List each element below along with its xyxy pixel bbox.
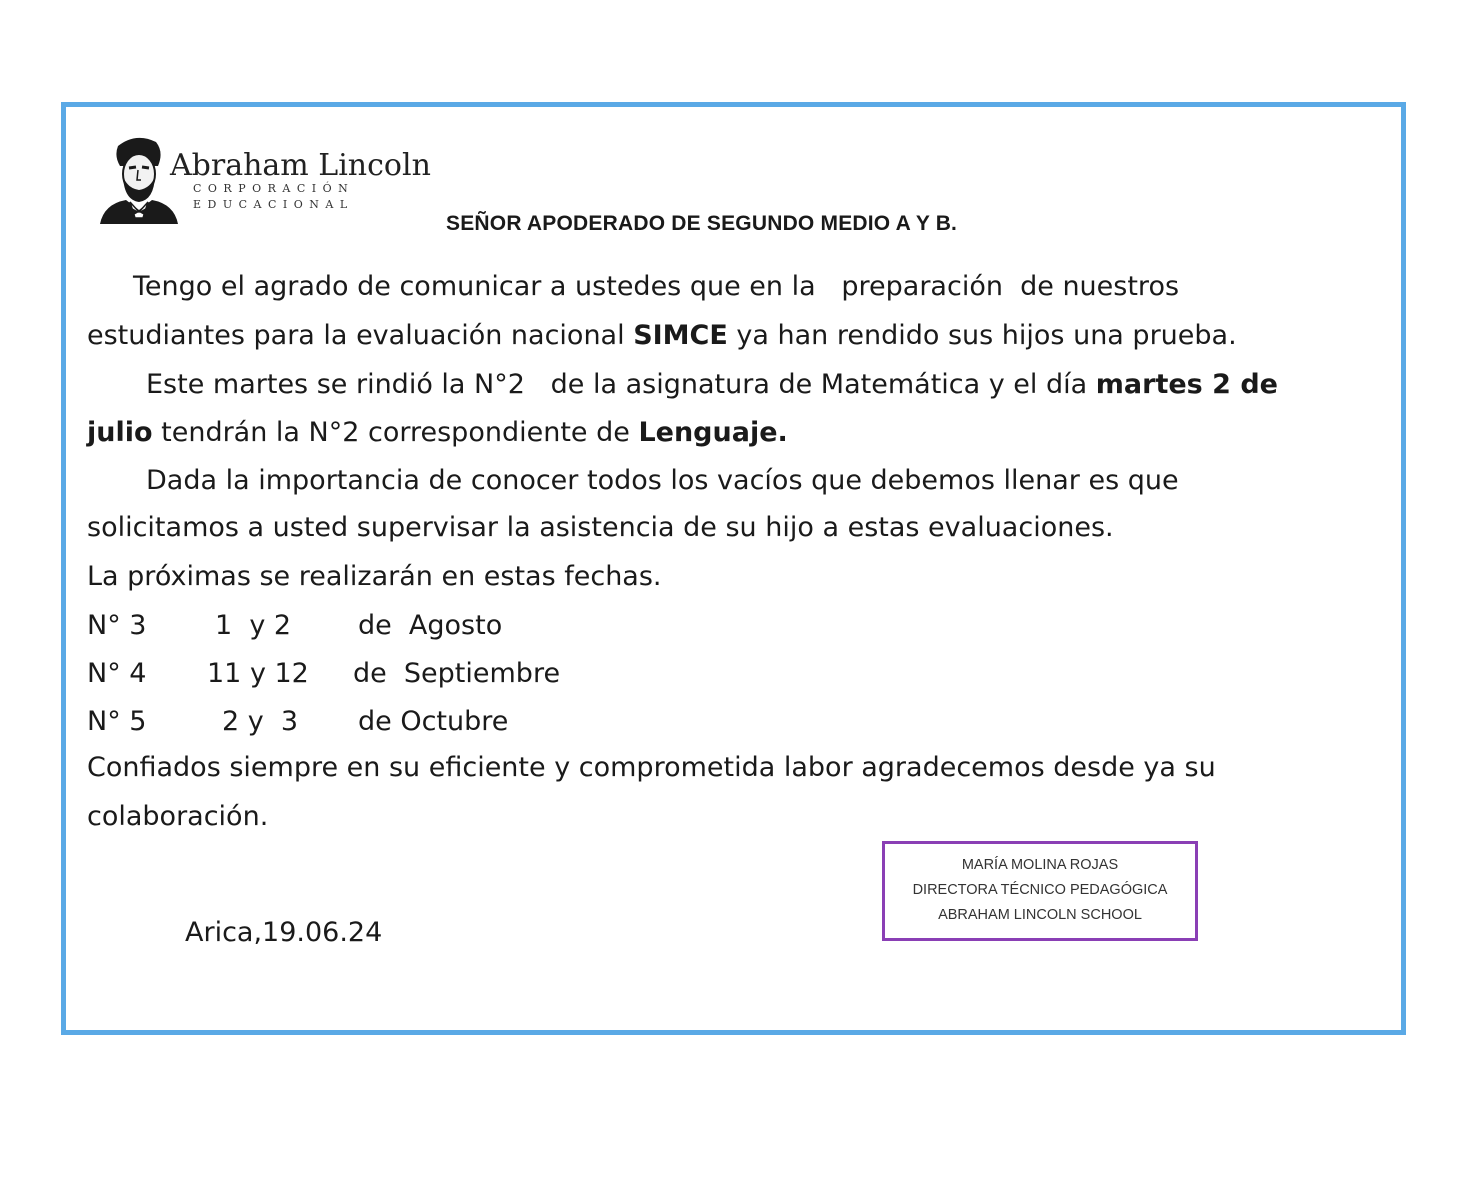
schedule-days: 11 y 12 [207,658,309,689]
stamp-school: ABRAHAM LINCOLN SCHOOL [938,907,1142,923]
paragraph-2-line-1 [146,368,1278,402]
letter-heading: SEÑOR APODERADO DE SEGUNDO MEDIO A Y B. [446,212,958,235]
text-span: tendrán la N°2 correspondiente de [152,417,639,448]
school-logo [96,132,431,232]
schedule-num: N° 5 [87,706,147,737]
closing-line-2: colaboración. [87,801,269,832]
schedule-month: de Octubre [358,706,509,737]
paragraph-4: La próximas se realizarán en estas fechas. [87,561,662,592]
paragraph-3-line-2: solicitamos a usted supervisar la asistencia de su hijo a estas evaluaciones. [87,512,1114,543]
paragraph-3-line-1: Dada la importancia de conocer todos los vacíos que debemos llenar es que [146,465,1179,496]
simce-bold: SIMCE [633,320,728,351]
signature-stamp [882,841,1198,941]
date-bold: martes 2 de [1095,369,1278,400]
logo-subtitle-2: EDUCACIONAL [193,198,354,211]
schedule-month: de Septiembre [353,658,561,689]
logo-name: Abraham Lincoln [170,148,431,183]
subject-bold: Lenguaje. [638,417,788,448]
text-span: Este martes se rindió la N°2 de la asignatura de Matemática y el día [146,369,1096,400]
text-span: ya han rendido sus hijos una prueba. [727,320,1237,351]
schedule-num: N° 4 [87,658,147,689]
text-span: estudiantes para la evaluación nacional [87,320,634,351]
closing-line-1: Confiados siempre en su eficiente y comprometida labor agradecemos desde ya su [87,752,1216,783]
stamp-role: DIRECTORA TÉCNICO PEDAGÓGICA [912,882,1168,898]
date-bold-cont: julio [87,417,153,448]
letter-date: Arica,19.06.24 [185,917,383,948]
schedule-days: 1 y 2 [215,610,292,641]
schedule-num: N° 3 [87,610,147,641]
schedule-days: 2 y 3 [222,706,299,737]
paragraph-2-line-2 [87,416,788,450]
paragraph-1-line-1: Tengo el agrado de comunicar a ustedes que en la preparación de nuestros [133,271,1180,302]
schedule-month: de Agosto [358,610,503,641]
paragraph-1-line-2 [87,319,1237,353]
logo-subtitle-1: CORPORACIÓN [193,182,355,195]
stamp-name: MARÍA MOLINA ROJAS [961,857,1119,873]
